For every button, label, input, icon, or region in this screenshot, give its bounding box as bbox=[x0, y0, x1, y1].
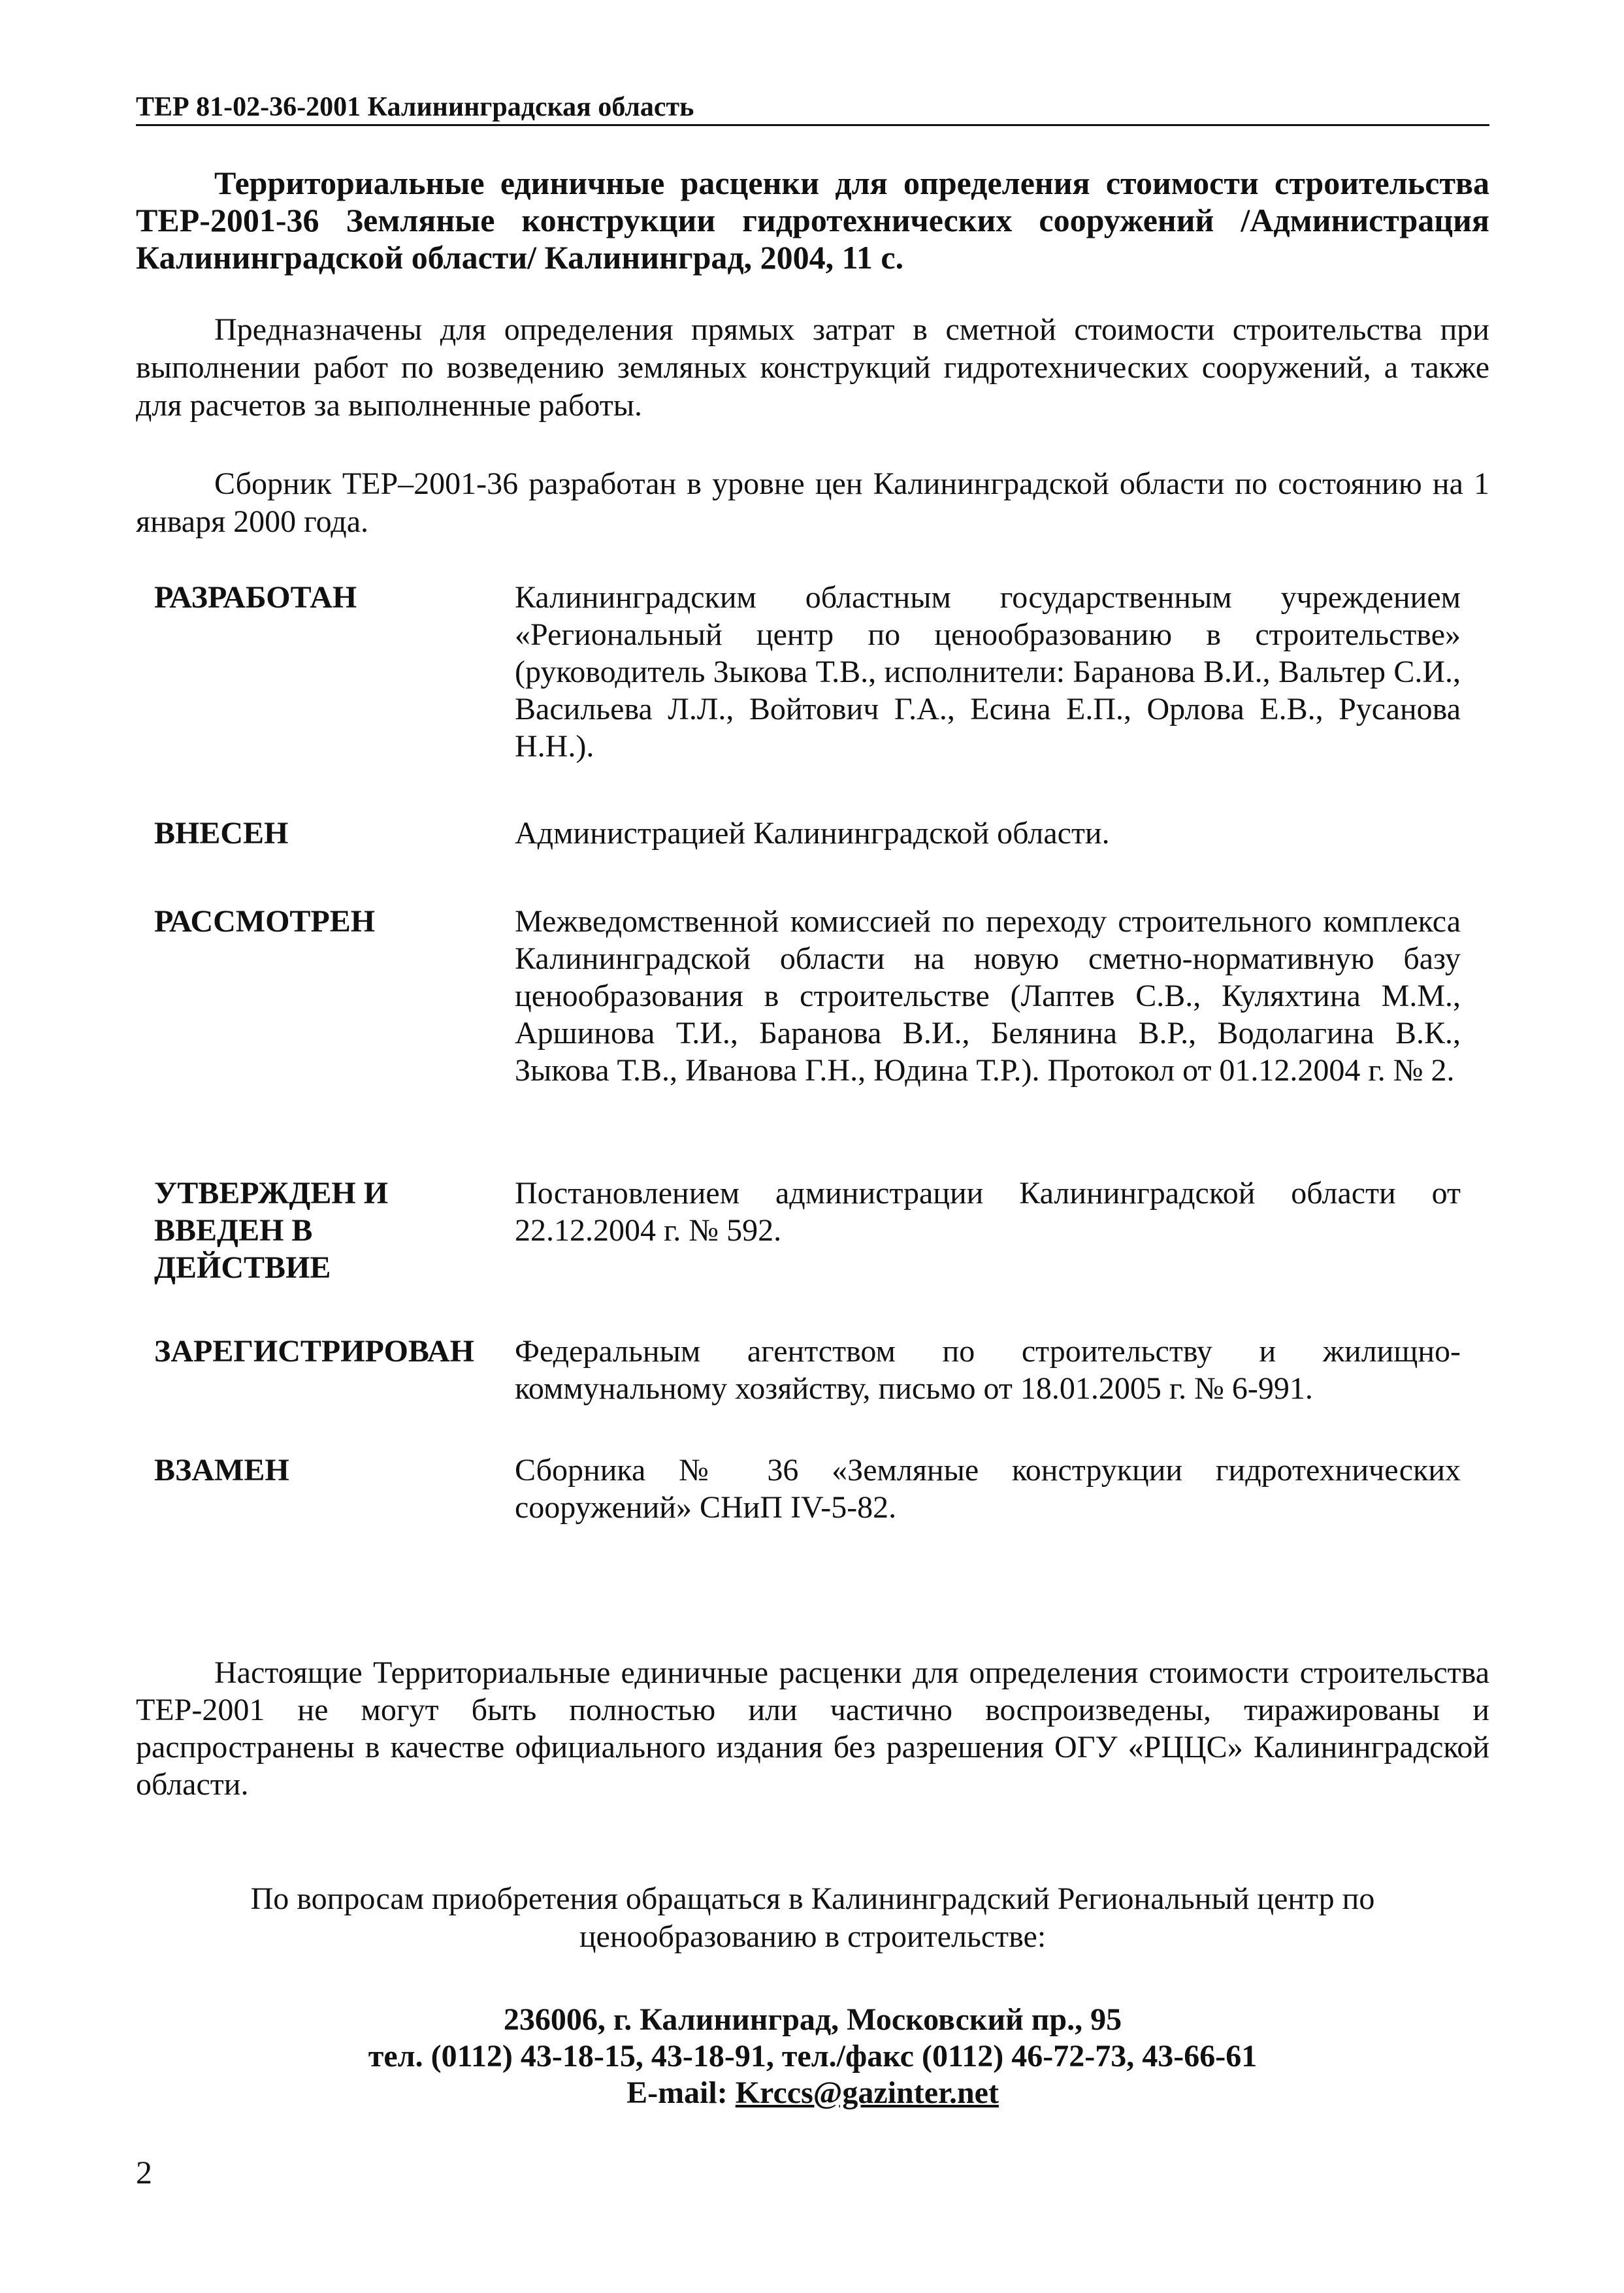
copyright-notice: Настоящие Территориальные единичные расценки для определения стоимости строительства ТЕР-2001 не могут быть полностью или частично воспроизведены, тиражированы и распространены в качестве официального издания без разрешения ОГУ «РЦЦС» Калининградской области. bbox=[136, 1655, 1489, 1802]
entry-text: Сборника № 36 «Земляные конструкции гидротехнических сооружений» СНиП IV-5-82. bbox=[515, 1453, 1461, 1525]
email-label: E-mail: bbox=[626, 2075, 728, 2110]
email-link[interactable]: Krccs@gazinter.net bbox=[735, 2075, 999, 2110]
purpose-paragraph: Предназначены для определения прямых затрат в сметной стоимости строительства при выполнении работ по возведению земляных конструкций гидротехнических сооружений, а также для расчетов за выполненные работы. bbox=[136, 312, 1489, 423]
contact-email-line bbox=[136, 2075, 1489, 2111]
contact-phones: тел. (0112) 43-18-15, 43-18-91, тел./факс (0112) 46-72-73, 43-66-61 bbox=[368, 2039, 1258, 2073]
entry-text: Администрацией Калининградской области. bbox=[515, 816, 1110, 851]
entry-text: Постановлением администрации Калининградской области от 22.12.2004 г. № 592. bbox=[515, 1176, 1461, 1248]
price-level-paragraph: Сборник ТЕР–2001-36 разработан в уровне цен Калининградской области по состоянию на 1 января 2000 года. bbox=[136, 466, 1489, 539]
entry-label: РАССМОТРЕН bbox=[154, 904, 376, 939]
document-title: Территориальные единичные расценки для определения стоимости строительства ТЕР-2001-36 Земляные конструкции гидротехнических сооружений /Администрация Калининградской области/ Калининград, 2004, 11 с. bbox=[136, 165, 1489, 276]
entry-label-line: ВВЕДЕН В bbox=[154, 1213, 313, 1248]
entry-label: ВНЕСЕН bbox=[154, 816, 289, 851]
page-number: 2 bbox=[136, 2154, 152, 2190]
entry-label bbox=[154, 1175, 507, 1286]
entry-label: РАЗРАБОТАН bbox=[154, 580, 357, 615]
entry-label-line: ДЕЙСТВИЕ bbox=[154, 1250, 331, 1285]
contact-info bbox=[136, 2002, 1489, 2111]
header-rule bbox=[136, 124, 1489, 126]
contact-address: 236006, г. Калининград, Московский пр., 95 bbox=[503, 2002, 1122, 2037]
running-header: ТЕР 81-02-36-2001 Калининградская область bbox=[136, 92, 694, 122]
entry-label: ЗАРЕГИСТРИРОВАН bbox=[154, 1334, 474, 1369]
contact-intro: По вопросам приобретения обращаться в Калининградский Региональный центр по ценообразованию в строительстве: bbox=[250, 1881, 1375, 1954]
entry-text: Калининградским областным государственным учреждением «Региональный центр по ценообразованию в строительстве» (руководитель Зыкова Т.В., исполнители: Баранова В.И., Вальтер С.И., Васильева Л.Л., Войтович Г.А., Есина Е.П., Орлова Е.В., Русанова Н.Н.). bbox=[515, 580, 1461, 764]
entry-text: Федеральным агентством по строительству и жилищно-коммунальному хозяйству, письмо от 18.01.2005 г. № 6-991. bbox=[515, 1334, 1461, 1406]
entry-label-line: УТВЕРЖДЕН И bbox=[154, 1176, 389, 1211]
entry-label: ВЗАМЕН bbox=[154, 1453, 289, 1488]
entry-text: Межведомственной комиссией по переходу строительного комплекса Калининградской области на новую сметно-нормативную базу ценообразования в строительстве (Лаптев С.В., Куляхтина М.М., Аршинова Т.И., Баранова В.И., Белянина В.Р., Водолагина В.К., Зыкова Т.В., Иванова Г.Н., Юдина Т.Р.). Протокол от 01.12.2004 г. № 2. bbox=[515, 904, 1461, 1088]
